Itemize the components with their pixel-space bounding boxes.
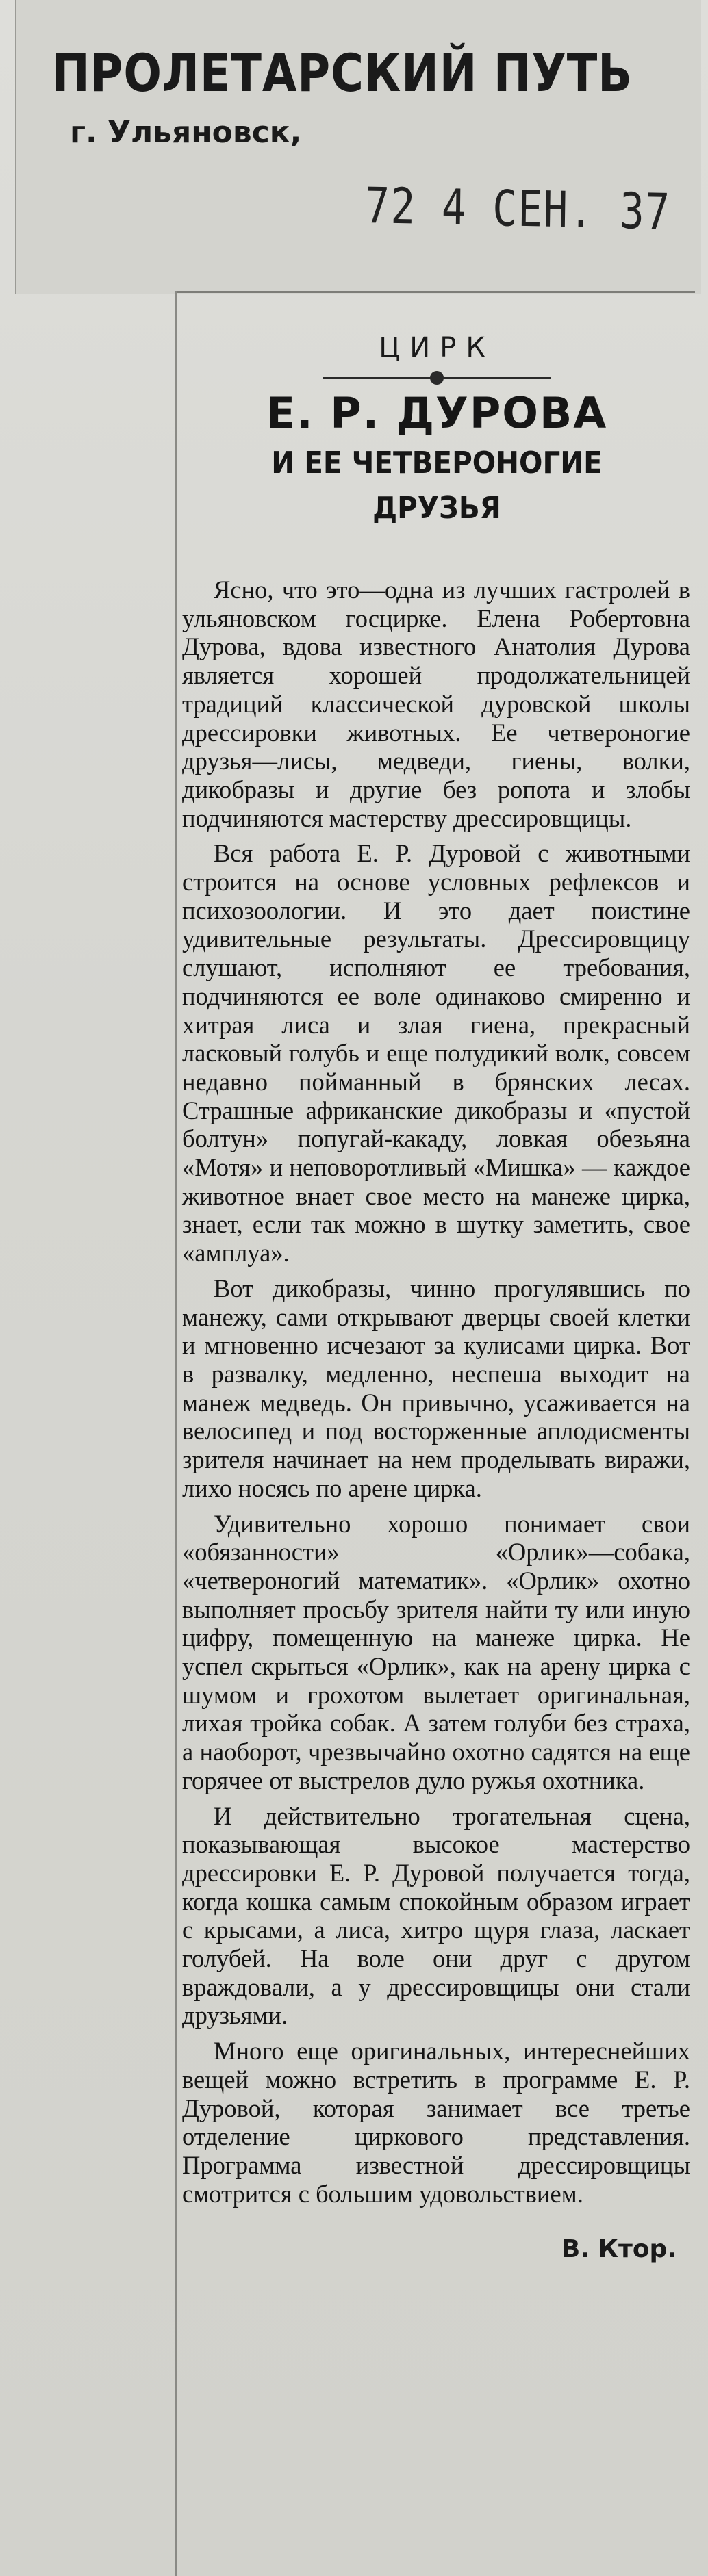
article-subhead-line2: ДРУЗЬЯ — [372, 491, 501, 526]
clipping-top-edge — [175, 291, 695, 293]
author-signature: В. Ктор. — [561, 2235, 677, 2264]
article-paragraph: Ясно, что это—одна из лучших гастролей в ульяновском госцирке. Елена Робертовна Дурова, вдова известного Анатолия Дурова является хорошей продолжательницей традиций классической дуровской школы дрессировки животных. Ее четвероногие друзья—лисы, медведи, гиены, волки, дикобразы и другие без ропота и злобы подчиняются мастерству дрессировщицы. — [182, 576, 690, 832]
article-paragraph: Вся работа Е. Р. Дуровой с животными строится на основе условных рефлексов и психозоологии. И это дает поистине удивительные результаты. Дрессировщицу слушают, исполняют ее требования, подчиняются ее воле одинаково смиренно и хитрая лиса и злая гиена, прекрасный ласковый голубь и еще полудикий волк, совсем недавно пойманный в брянских лесах. Страшные африканские дикобразы и «пустой болтун» попугай-какаду, ловкая обезьяна «Мотя» и неповоротливый «Мишка» — каждое животное внает свое место на манеже цирка, знает, если так можно в шутку заметить, свое «амплуа». — [182, 839, 690, 1267]
article — [179, 322, 694, 2263]
ornament-dot-icon — [430, 371, 444, 385]
article-subhead-line1: И ЕЕ ЧЕТВЕРОНОГИЕ — [271, 446, 603, 480]
article-body — [179, 576, 694, 2208]
newspaper-city: г. Ульяновск, — [70, 115, 302, 150]
article-paragraph: Много еще оригинальных, интереснейших вещей можно встретить в программе Е. Р. Дуровой, которая занимает все третье отделение циркового представления. Программа известной дрессировщицы смотрится с большим удовольствием. — [182, 2037, 690, 2208]
header-stamp-area — [15, 0, 701, 294]
article-paragraph: И действительно трогательная сцена, показывающая высокое мастерство дрессировки Е. Р. Дуровой получается тогда, когда кошка самым спокойным образом играет с крысами, а лиса, хитро щуря глаза, ласкает голубей. На воле они друг с другом враждовали, а у дрессировщицы они стали друзьями. — [182, 1801, 690, 2030]
article-rubric: ЦИРК — [379, 332, 495, 363]
date-stamp: 72 4 СЕН. 37 — [364, 177, 672, 241]
article-paragraph: Удивительно хорошо понимает свои «обязанности» «Орлик»—собака, «четвероногий математик». «Орлик» охотно выполняет просьбу зрителя найти ту или иную цифру, помещенную на манеже цирка. Не успел скрыться «Орлик», как на арену цирка с шумом и грохотом вылетает оригинальная, лихая тройка собак. А затем голуби без страха, а наоборот, чрезвычайно охотно садятся на еще горячее от выстрелов дуло ружья охотника. — [182, 1509, 690, 1794]
article-headline: Е. Р. ДУРОВА — [266, 388, 608, 438]
ornament-divider — [179, 368, 694, 388]
newspaper-name: ПРОЛЕТАРСКИЙ ПУТЬ — [52, 42, 633, 103]
article-paragraph: Вот дикобразы, чинно прогулявшись по манежу, сами открывают дверцы своей клетки и мгновенно исчезают за кулисами цирка. Вот в развалку, медленно, неспеша выходит на манеж медведь. Он привычно, усаживается на велосипед и под восторженные аплодисменты зрителя начинает на нем проделывать виражи, лихо носясь по арене цирка. — [182, 1274, 690, 1502]
clipping-left-edge — [175, 291, 177, 2576]
